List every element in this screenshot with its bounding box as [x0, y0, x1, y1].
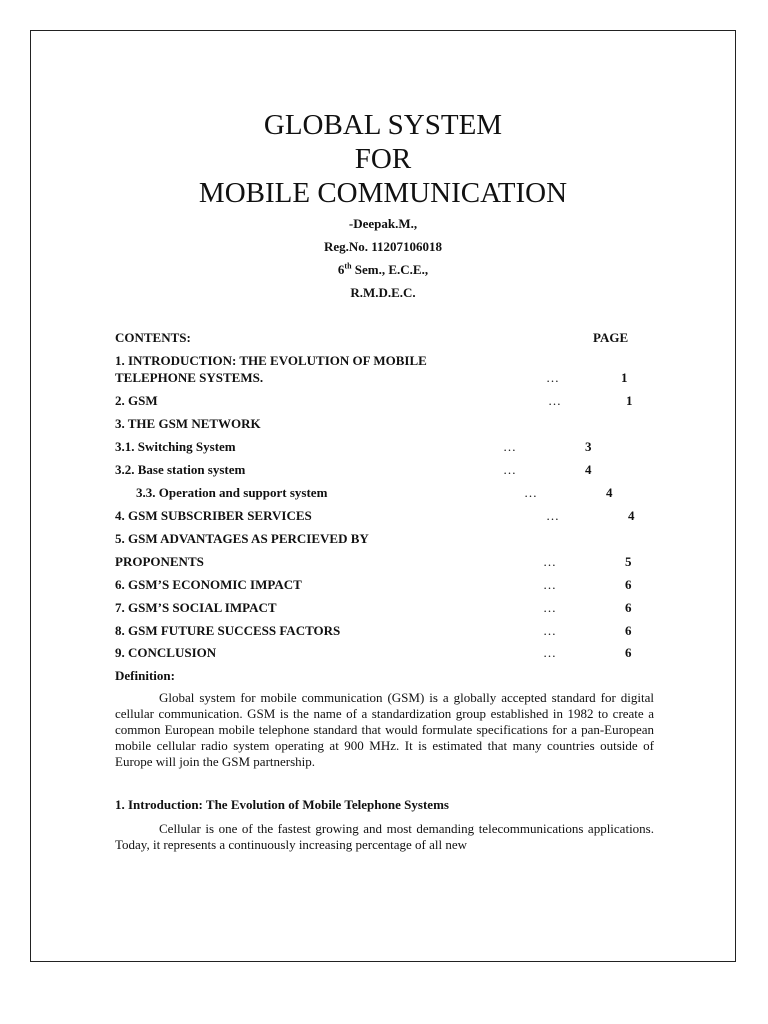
- toc-page-number: 4: [606, 485, 613, 500]
- toc-entry-1: 1. INTRODUCTION: THE EVOLUTION OF MOBILE: [115, 353, 427, 368]
- toc-page-number: 1: [621, 370, 628, 385]
- semester-superscript: th: [344, 261, 352, 271]
- toc-leader: …: [546, 508, 559, 523]
- toc-leader: …: [548, 393, 561, 408]
- toc-leader: …: [546, 370, 559, 385]
- toc-leader: …: [543, 600, 556, 615]
- toc-entry-7: 7. GSM’S SOCIAL IMPACT: [115, 600, 277, 615]
- toc-page-number: 6: [625, 600, 632, 615]
- title-line-3: MOBILE COMMUNICATION: [198, 177, 568, 209]
- toc-page-number: 4: [585, 462, 592, 477]
- toc-page-number: 1: [626, 393, 633, 408]
- toc-entry-3-1: 3.1. Switching System: [115, 439, 236, 454]
- toc-entry-3-3: 3.3. Operation and support system: [136, 485, 328, 500]
- semester-rest: Sem., E.C.E.,: [351, 262, 429, 277]
- toc-page-number: 5: [625, 554, 632, 569]
- introduction-heading: 1. Introduction: The Evolution of Mobile Telephone Systems: [115, 797, 449, 812]
- toc-page-number: 3: [585, 439, 592, 454]
- toc-entry-3: 3. THE GSM NETWORK: [115, 416, 261, 431]
- toc-page-number: 6: [625, 577, 632, 592]
- toc-leader: …: [543, 554, 556, 569]
- college-name: R.M.D.E.C.: [350, 285, 416, 300]
- toc-page-number: 6: [625, 645, 632, 660]
- introduction-paragraph: Cellular is one of the fastest growing and most demanding telecommunications applications. Today, it represents a continuously increasing percentage of all new: [115, 821, 654, 852]
- toc-entry-3-2: 3.2. Base station system: [115, 462, 246, 477]
- toc-entry-6: 6. GSM’S ECONOMIC IMPACT: [115, 577, 302, 592]
- toc-entry-8: 8. GSM FUTURE SUCCESS FACTORS: [115, 623, 341, 638]
- page-column-heading: PAGE: [593, 330, 629, 345]
- toc-page-number: 6: [625, 623, 632, 638]
- contents-heading: CONTENTS:: [115, 330, 191, 345]
- toc-entry-4: 4. GSM SUBSCRIBER SERVICES: [115, 508, 312, 523]
- toc-leader: …: [503, 462, 516, 477]
- toc-leader: …: [543, 577, 556, 592]
- semester-number: 6: [337, 262, 345, 277]
- author-name: -Deepak.M.,: [348, 216, 418, 231]
- title-line-1: GLOBAL SYSTEM: [263, 109, 503, 141]
- toc-entry-5-cont: PROPONENTS: [115, 554, 204, 569]
- title-line-2: FOR: [354, 143, 412, 175]
- toc-entry-5: 5. GSM ADVANTAGES AS PERCIEVED BY: [115, 531, 369, 546]
- definition-paragraph: Global system for mobile communication (GSM) is a globally accepted standard for digital cellular communication. GSM is the name of a standardization group established in 1982 to create a common European mobile telephone standard that would formulate specifications for a pan-European mobile cellular radio system operating at 900 MHz. It is estimated that many countries outside of Europe will join the GSM partnership.: [115, 690, 654, 769]
- toc-leader: …: [543, 645, 556, 660]
- toc-entry-1-cont: TELEPHONE SYSTEMS.: [115, 370, 264, 385]
- toc-entry-9: 9. CONCLUSION: [115, 645, 217, 660]
- toc-page-number: 4: [628, 508, 635, 523]
- registration-number: Reg.No. 11207106018: [323, 239, 443, 254]
- toc-entry-2: 2. GSM: [115, 393, 158, 408]
- toc-leader: …: [503, 439, 516, 454]
- definition-heading: Definition:: [115, 668, 175, 683]
- toc-leader: …: [524, 485, 537, 500]
- toc-leader: …: [543, 623, 556, 638]
- semester-line: [30, 262, 736, 278]
